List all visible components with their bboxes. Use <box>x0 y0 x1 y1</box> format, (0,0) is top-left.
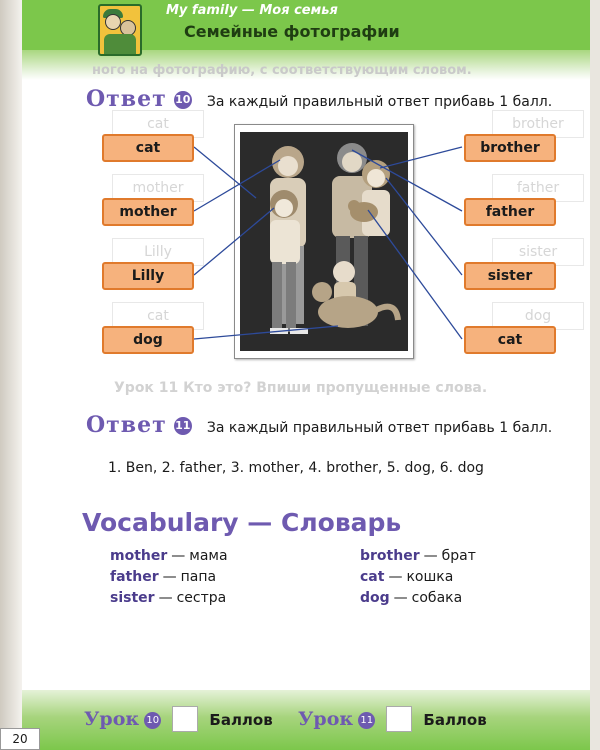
answer-11-content: 1. Ben, 2. father, 3. mother, 4. brother, 5. dog, 6. dog <box>108 460 484 476</box>
answer-instruction: За каждый правильный ответ прибавь 1 балл. <box>206 94 553 110</box>
score-box[interactable] <box>172 706 198 732</box>
vocabulary-russian: папа <box>180 569 217 585</box>
footer-score-label: Баллов <box>209 711 273 729</box>
lesson-title: Семейные фотографии <box>184 22 400 41</box>
answer-10-header <box>86 86 552 112</box>
page-edge <box>0 0 22 750</box>
answer-label: Ответ <box>86 412 167 438</box>
word-box-left: Lilly <box>102 262 194 290</box>
bleed-through-box: mother <box>112 174 204 202</box>
vocabulary-entry: cat — кошка <box>360 569 454 585</box>
vocabulary-column-right <box>360 548 476 611</box>
vocabulary-entry: dog — собака <box>360 590 463 606</box>
answer-label: Ответ <box>86 86 167 112</box>
vocabulary-title: Vocabulary — Словарь <box>82 508 402 537</box>
bleed-through-box: father <box>492 174 584 202</box>
answer-instruction: За каждый правильный ответ прибавь 1 балл. <box>206 420 553 436</box>
footer-lesson-badge: 10 <box>144 712 161 729</box>
word-box-right: cat <box>464 326 556 354</box>
word-box-left: mother <box>102 198 194 226</box>
page-number: 20 <box>0 728 40 750</box>
footer-score-11 <box>298 706 487 732</box>
answer-number-badge: 11 <box>174 417 192 435</box>
vocabulary-russian: сестра <box>176 590 227 606</box>
word-box-right: sister <box>464 262 556 290</box>
vocabulary-entry: sister — сестра <box>110 590 227 606</box>
bleed-through-heading: Урок 11 Кто это? Впиши пропущенные слова. <box>114 380 488 396</box>
word-box-right: father <box>464 198 556 226</box>
footer-lesson-label: Урок <box>84 708 140 730</box>
score-box[interactable] <box>386 706 412 732</box>
vocabulary-russian: мама <box>189 548 228 564</box>
series-title: My family — Моя семья <box>166 3 338 18</box>
bleed-through-box: Lilly <box>112 238 204 266</box>
bleed-through-box: cat <box>112 302 204 330</box>
family-photo <box>240 132 408 351</box>
bleed-through-text: ного на фотографию, с соответствующим словом. <box>92 63 472 78</box>
vocabulary-russian: собака <box>411 590 463 606</box>
vocabulary-russian: брат <box>441 548 476 564</box>
vocabulary-entry: mother — мама <box>110 548 228 564</box>
answer-11-header <box>86 412 552 438</box>
footer-score-label: Баллов <box>423 711 487 729</box>
word-box-left: cat <box>102 134 194 162</box>
vocabulary-column-left <box>110 548 228 611</box>
bleed-through-box: brother <box>492 110 584 138</box>
bleed-through-box: cat <box>112 110 204 138</box>
word-box-right: brother <box>464 134 556 162</box>
answer-number-badge: 10 <box>174 91 192 109</box>
vocabulary-entry: brother — брат <box>360 548 476 564</box>
footer-lesson-label: Урок <box>298 708 354 730</box>
vocabulary-english: mother <box>110 548 168 564</box>
vocabulary-english: father <box>110 569 159 585</box>
bleed-through-box: sister <box>492 238 584 266</box>
word-box-left: dog <box>102 326 194 354</box>
footer-score-10 <box>84 706 273 732</box>
workbook-page <box>22 0 590 750</box>
family-photo-illustration <box>240 132 408 351</box>
family-portrait-icon <box>98 4 142 56</box>
vocabulary-russian: кошка <box>406 569 454 585</box>
footer-lesson-badge: 11 <box>358 712 375 729</box>
vocabulary-english: dog <box>360 590 390 606</box>
vocabulary-english: sister <box>110 590 155 606</box>
vocabulary-english: brother <box>360 548 420 564</box>
vocabulary-english: cat <box>360 569 385 585</box>
bleed-through-box: dog <box>492 302 584 330</box>
vocabulary-entry: father — папа <box>110 569 217 585</box>
